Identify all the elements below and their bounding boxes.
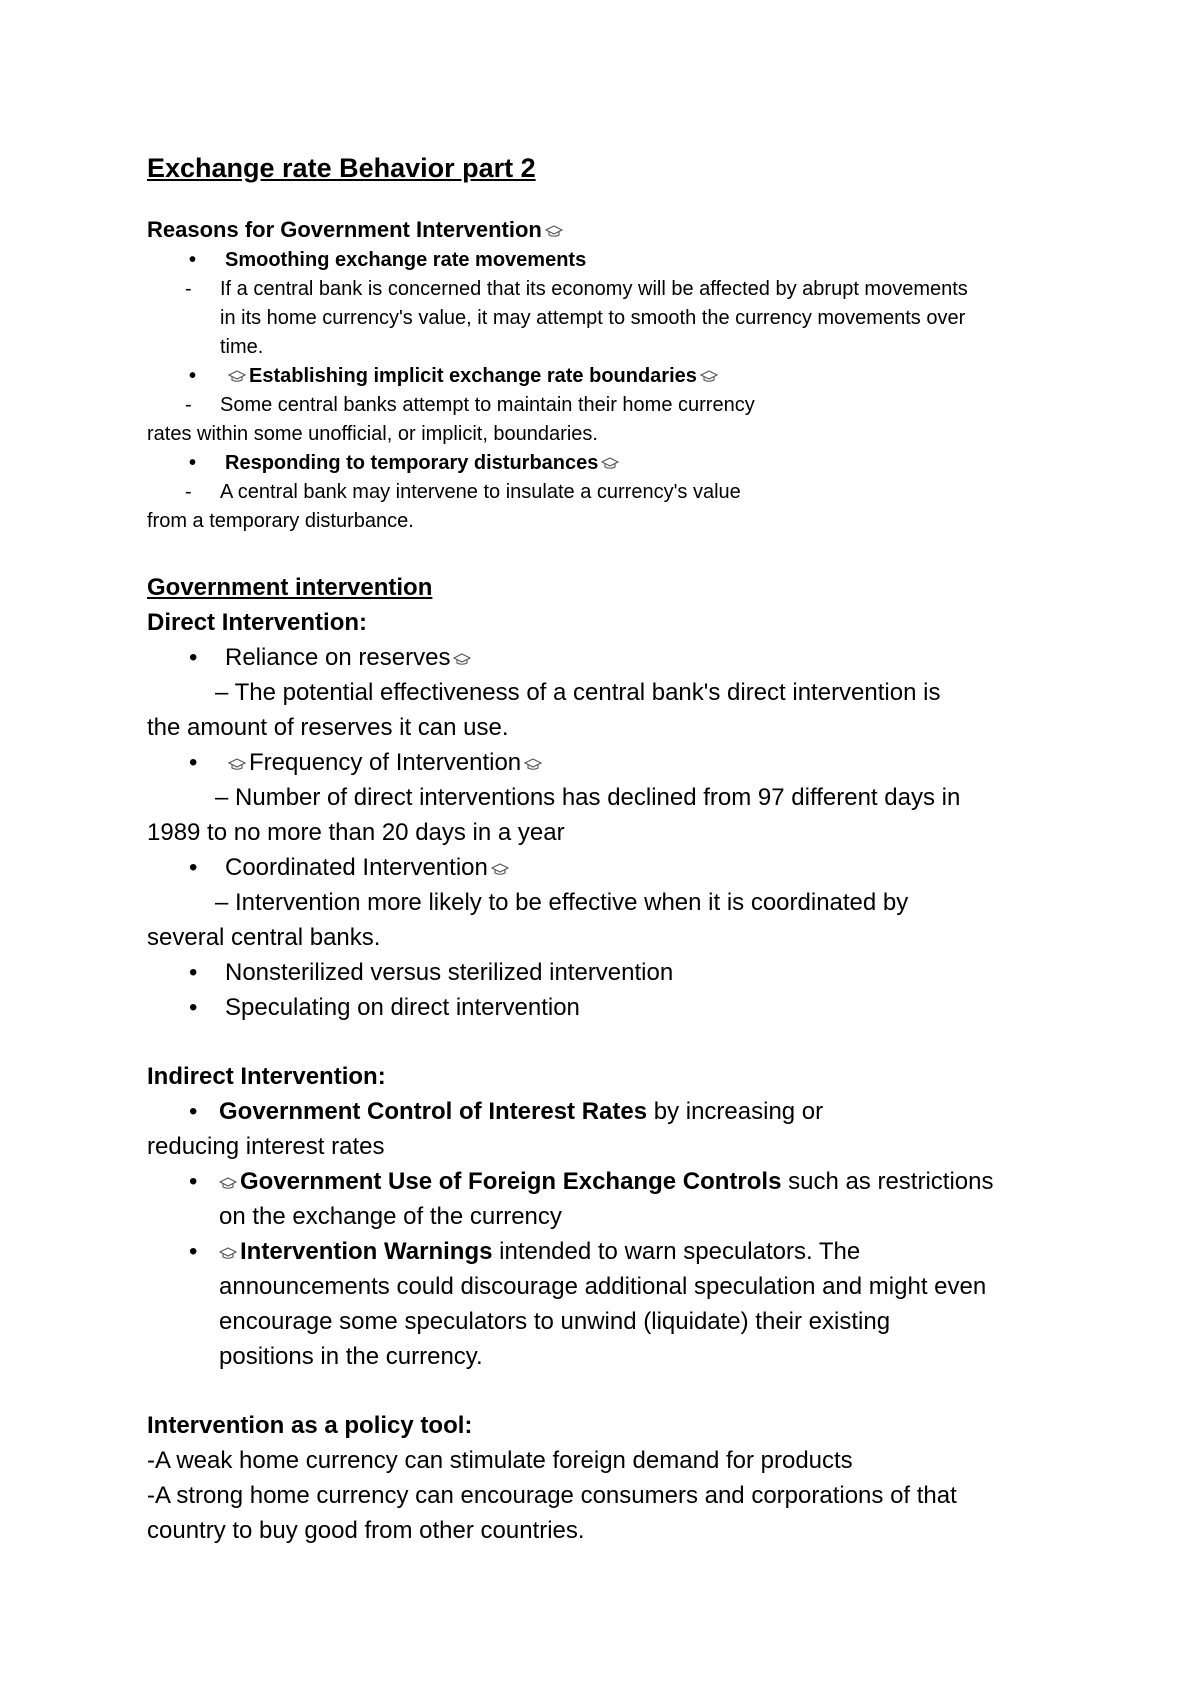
list-item-detail-cont: several central banks. (147, 924, 381, 951)
list-item: • Establishing implicit exchange rate boundaries (147, 362, 1087, 391)
page-title: Exchange rate Behavior part 2 (147, 153, 536, 183)
list-item-detail-cont: the amount of reserves it can use. (147, 714, 509, 741)
section-policy-tool (147, 1408, 1087, 1548)
list-item-detail-cont: encourage some speculators to unwind (liquidate) their existing (219, 1308, 891, 1335)
list-item-detail: – Number of direct interventions has declined from 97 different days in (215, 784, 961, 811)
graduation-cap-icon (453, 652, 471, 666)
list-item: • Government Use of Foreign Exchange Controls such as restrictions (189, 1168, 994, 1195)
list-item-detail-cont: announcements could discourage additional speculation and might even (219, 1273, 987, 1300)
list-item: • Smoothing exchange rate movements (189, 249, 587, 271)
list-item-detail-cont: rates within some unofficial, or implicit, boundaries. (147, 423, 598, 445)
list-item-detail: - Some central banks attempt to maintain their home currency (185, 394, 755, 416)
list-item-detail-cont: in its home currency's value, it may attempt to smooth the currency movements over (220, 307, 966, 329)
list-item-detail-cont: time. (220, 336, 264, 358)
paragraph-line: -A weak home currency can stimulate foreign demand for products (147, 1447, 853, 1474)
list-item: • Speculating on direct intervention (189, 994, 580, 1021)
section-heading-policy-tool: Intervention as a policy tool: (147, 1412, 473, 1439)
graduation-cap-icon (219, 1246, 237, 1260)
list-item: • Intervention Warnings intended to warn speculators. The (189, 1238, 861, 1265)
list-item-detail-cont: 1989 to no more than 20 days in a year (147, 819, 565, 846)
graduation-cap-icon (700, 369, 718, 383)
list-item: • Nonsterilized versus sterilized intervention (189, 959, 674, 986)
list-item-detail: – Intervention more likely to be effective when it is coordinated by (215, 889, 909, 916)
document-body (147, 150, 1087, 1548)
section-heading-reasons: Reasons for Government Intervention (147, 214, 1087, 246)
list-item-detail-cont: from a temporary disturbance. (147, 510, 414, 532)
list-item-detail-cont: reducing interest rates (147, 1133, 385, 1160)
subheading-direct-intervention: Direct Intervention: (147, 609, 368, 636)
list-item: • Government Control of Interest Rates by increasing or (189, 1098, 824, 1125)
list-item-detail: – The potential effectiveness of a central bank's direct intervention is (215, 679, 941, 706)
list-item-detail: - A central bank may intervene to insulate a currency's value (185, 481, 741, 503)
graduation-cap-icon (545, 224, 563, 238)
section-heading-government-intervention: Government intervention (147, 574, 433, 601)
graduation-cap-icon (228, 757, 246, 771)
graduation-cap-icon (228, 369, 246, 383)
graduation-cap-icon (491, 862, 509, 876)
section-reasons (147, 214, 1087, 536)
list-item-detail: - If a central bank is concerned that its economy will be affected by abrupt movements (185, 278, 968, 300)
list-item: • Responding to temporary disturbances (147, 449, 1087, 478)
graduation-cap-icon (524, 757, 542, 771)
list-item: • Frequency of Intervention (147, 745, 1087, 780)
paragraph-line: -A strong home currency can encourage consumers and corporations of that (147, 1482, 957, 1509)
list-item-detail-cont: positions in the currency. (219, 1343, 483, 1370)
list-item-detail-cont: on the exchange of the currency (219, 1203, 562, 1230)
section-government-intervention (147, 570, 1087, 1025)
paragraph-line: country to buy good from other countries. (147, 1517, 585, 1544)
list-item: • Reliance on reserves (147, 640, 1087, 675)
list-item: • Coordinated Intervention (147, 850, 1087, 885)
graduation-cap-icon (219, 1176, 237, 1190)
section-heading-indirect-intervention: Indirect Intervention: (147, 1063, 386, 1090)
graduation-cap-icon (601, 456, 619, 470)
section-indirect-intervention (147, 1059, 1087, 1374)
